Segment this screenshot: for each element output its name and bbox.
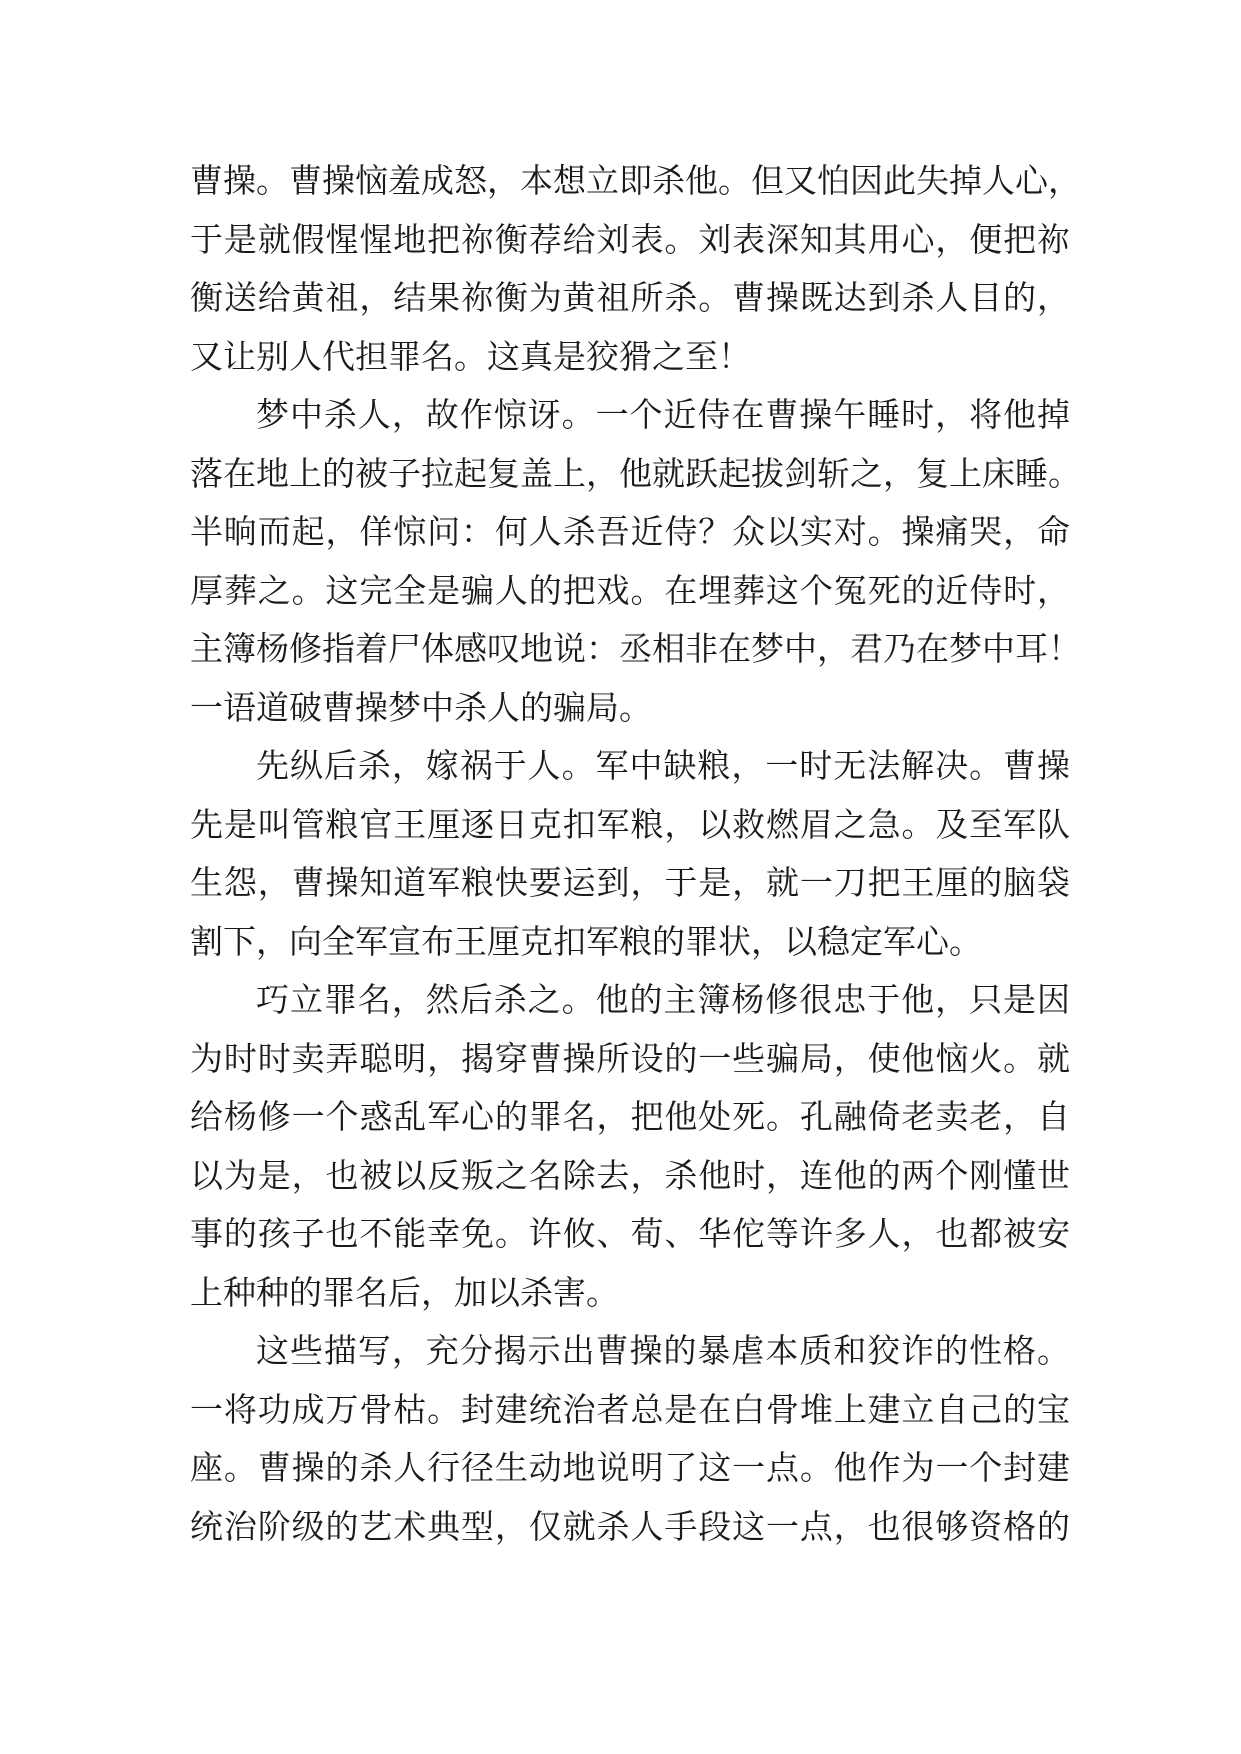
text-line: 一语道破曹操梦中杀人的骗局。 xyxy=(190,687,652,727)
text-line: 先是叫管粮官王厘逐日克扣军粮，以救燃眉之急。及至军队 xyxy=(190,804,1070,844)
text-line: 厚葬之。这完全是骗人的把戏。在埋葬这个冤死的近侍时， xyxy=(190,570,1070,610)
text-line: 为时时卖弄聪明，揭穿曹操所设的一些骗局，使他恼火。就 xyxy=(190,1038,1070,1078)
text-line: 以为是，也被以反叛之名除去，杀他时，连他的两个刚懂世 xyxy=(190,1155,1070,1195)
paragraph-start-line: 巧立罪名，然后杀之。他的主簿杨修很忠于他，只是因 xyxy=(256,980,1070,1019)
text-line: 曹操。曹操恼羞成怒，本想立即杀他。但又怕因此失掉人心， xyxy=(190,161,1081,200)
text-body xyxy=(190,152,1081,1556)
paragraph-start-line: 先纵后杀，嫁祸于人。军中缺粮，一时无法解决。曹操 xyxy=(256,746,1070,785)
text-line: 座。曹操的杀人行径生动地说明了这一点。他作为一个封建 xyxy=(190,1448,1070,1487)
text-line: 一将功成万骨枯。封建统治者总是在白骨堆上建立自己的宝 xyxy=(190,1389,1070,1429)
text-line: 于是就假惺惺地把祢衡荐给刘表。刘表深知其用心，便把祢 xyxy=(190,219,1070,259)
text-line: 统治阶级的艺术典型，仅就杀人手段这一点，也很够资格的 xyxy=(190,1506,1070,1546)
text-line: 主簿杨修指着尸体感叹地说：丞相非在梦中，君乃在梦中耳！ xyxy=(190,629,1081,668)
text-line: 割下，向全军宣布王厘克扣军粮的罪状，以稳定军心。 xyxy=(190,921,982,961)
text-line: 落在地上的被子拉起复盖上，他就跃起拔剑斩之，复上床睡。 xyxy=(190,453,1081,493)
text-line: 半晌而起，佯惊问：何人杀吾近侍？众以实对。操痛哭，命 xyxy=(190,512,1070,551)
text-line: 给杨修一个惑乱军心的罪名，把他处死。孔融倚老卖老，自 xyxy=(190,1097,1070,1136)
text-line: 又让别人代担罪名。这真是狡猾之至！ xyxy=(190,336,751,376)
paragraph-start-line: 梦中杀人，故作惊讶。一个近侍在曹操午睡时，将他掉 xyxy=(256,395,1070,434)
text-line: 衡送给黄祖，结果祢衡为黄祖所杀。曹操既达到杀人目的， xyxy=(190,278,1070,317)
text-line: 事的孩子也不能幸免。许攸、荀、华佗等许多人，也都被安 xyxy=(190,1214,1070,1253)
text-line: 生怨，曹操知道军粮快要运到，于是，就一刀把王厘的脑袋 xyxy=(190,863,1070,902)
text-line: 上种种的罪名后，加以杀害。 xyxy=(190,1272,619,1312)
paragraph-start-line: 这些描写，充分揭示出曹操的暴虐本质和狡诈的性格。 xyxy=(256,1331,1070,1370)
